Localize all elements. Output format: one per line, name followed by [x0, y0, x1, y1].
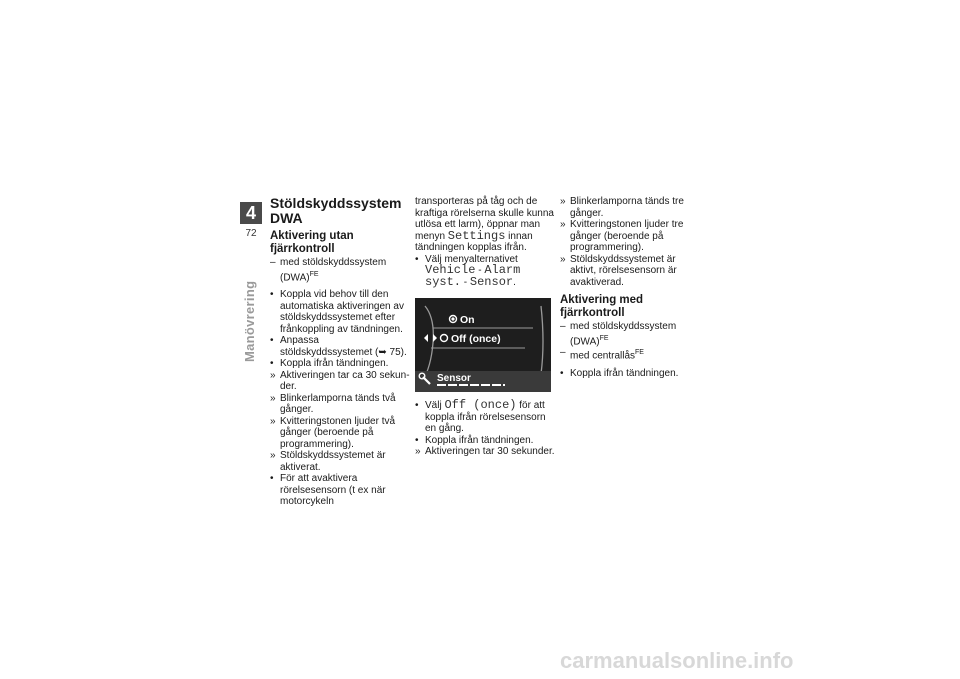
result-marker: » [270, 392, 276, 404]
menu-step-item [415, 254, 555, 289]
item-text: med stöldskyddssystem (DWA) [570, 321, 677, 347]
requirement-item [560, 347, 700, 362]
continued-paragraph [415, 196, 555, 254]
list-item [270, 370, 410, 393]
option-on-label: On [460, 314, 475, 326]
step-text: Välj menyalternativet [425, 253, 518, 265]
step-list [415, 435, 555, 458]
bullet-marker: • [270, 335, 274, 347]
list-item [270, 416, 410, 451]
list-item [270, 393, 410, 416]
bullet-marker: • [560, 368, 564, 380]
dash-marker: – [270, 257, 276, 268]
result-marker: » [415, 446, 421, 457]
list-item [270, 289, 410, 335]
result-marker: » [560, 196, 566, 207]
list-item [270, 358, 410, 370]
chapter-number-box: 4 [240, 202, 262, 224]
item-text: Stöldskyddssystemet är aktiverat. [280, 450, 386, 473]
step-list [560, 196, 700, 288]
list-item [415, 435, 555, 447]
dash-marker: – [560, 347, 566, 359]
column-2 [415, 196, 555, 458]
item-text: Aktiveringen tar 30 sekunder. [425, 446, 555, 457]
requirement-item [270, 257, 410, 283]
item-text: Kvitteringstonen ljuder tre gånger (beroende på programmering). [570, 219, 684, 253]
item-text: Blinkerlamporna tänds två gånger. [280, 392, 396, 416]
menu-code-vehicle: Vehicle [425, 263, 476, 277]
requirement-sup: FE [635, 349, 644, 357]
requirement-text: med stöldskyddssystem (DWA) [280, 257, 387, 283]
bullet-marker: • [270, 358, 274, 370]
menu-code-alarm: Alarm syst. [425, 263, 521, 289]
requirement-item [560, 321, 700, 347]
separator: - [475, 265, 485, 276]
item-text: Anpassa stöldskyddssystemet ( [280, 335, 379, 358]
separator: - [461, 276, 470, 288]
display-screen-illustration [415, 298, 551, 392]
bullet-marker: • [270, 289, 274, 301]
list-item [270, 450, 410, 473]
subsection-title: Aktivering utan fjärrkontroll [270, 230, 354, 255]
result-marker: » [270, 369, 276, 381]
step-list [270, 289, 410, 508]
step-text: Välj [425, 400, 445, 411]
requirement-sup: FE [309, 270, 319, 278]
list-item [270, 335, 410, 358]
bullet-marker: • [415, 434, 419, 446]
select-step-item [415, 400, 555, 435]
list-item [560, 368, 700, 380]
chapter-side-label: Manövrering [242, 280, 257, 362]
step-text-rest: för att koppla ifrån rörelsesensorn en gång. [425, 400, 546, 434]
column-3 [560, 196, 700, 380]
step-list [560, 368, 700, 380]
item-text: Koppla ifrån tändningen. [570, 368, 679, 380]
result-marker: » [560, 219, 566, 230]
bullet-marker: • [270, 473, 274, 485]
option-off-label: Off (once) [451, 333, 501, 345]
item-text: Blinkerlamporna tänds tre gånger. [570, 196, 684, 219]
bullet-marker: • [415, 253, 419, 265]
item-text: 75). [386, 346, 407, 358]
column-1 [270, 196, 410, 508]
item-text: Koppla ifrån tändningen. [280, 358, 389, 370]
paragraph-text: transporteras på tåg och de kraftiga rörelserna skulle kunna utlösa ett larm), öppnar man menyn [415, 196, 554, 242]
paragraph-text-end: innan tändningen kopplas ifrån. [415, 230, 533, 253]
menu-code-settings: Settings [447, 228, 506, 243]
list-item [560, 219, 700, 254]
item-text: Koppla ifrån tändningen. [425, 434, 534, 446]
item-text: För att avaktivera rörelsesensorn (t ex när motorcykeln [280, 473, 386, 508]
display-screen-svg [415, 298, 551, 392]
result-marker: » [270, 415, 276, 427]
item-text: Aktiveringen tar ca 30 sekunder. [280, 369, 410, 393]
dash-marker: – [560, 321, 566, 332]
requirement-sup: FE [599, 334, 609, 342]
bullet-marker: • [415, 400, 419, 411]
footer-sensor-label: Sensor [437, 373, 471, 384]
result-marker: » [270, 450, 276, 462]
item-text: Stöldskyddssystemet är aktivt, rörelsesensorn är avaktiverad. [570, 253, 677, 288]
list-item [560, 254, 700, 289]
menu-code-sensor: Sensor [469, 274, 514, 289]
section-title: Stöldskyddssystem DWA [270, 195, 402, 226]
list-item [415, 446, 555, 458]
menu-code-off-once: Off (once) [444, 398, 517, 412]
item-text: Koppla vid behov till den automatiska aktiveringen av stöldskyddssystemet efter frånkoppling av tändningen. [280, 289, 404, 335]
page-number: 72 [245, 228, 257, 239]
subsection-title: Aktivering med fjärrkontroll [560, 294, 644, 319]
item-text: med centrallås [570, 350, 636, 362]
step-text-end: . [513, 276, 516, 288]
list-item [270, 473, 410, 508]
result-marker: » [560, 253, 566, 265]
list-item [560, 196, 700, 219]
page-ref-arrow-icon: ➥ [378, 346, 387, 358]
requirement-list [560, 321, 700, 362]
watermark-text: carmanualsonline.info [560, 648, 794, 673]
item-text: Kvitteringstonen ljuder två gånger (beroende på programmering). [280, 415, 396, 450]
